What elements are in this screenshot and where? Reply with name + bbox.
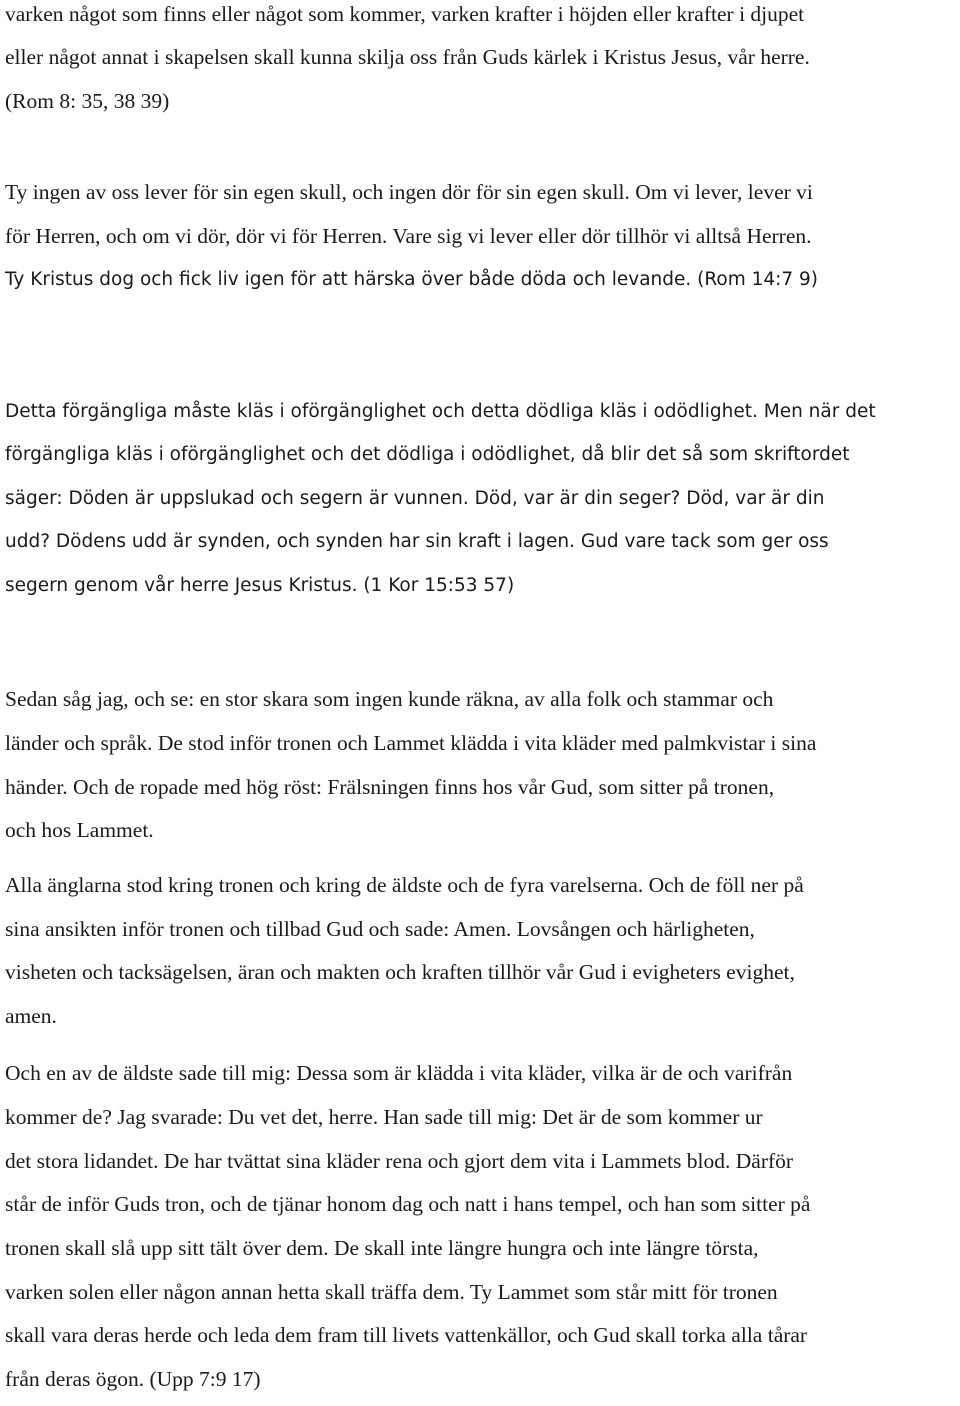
text-line: (Rom 8: 35, 38 39) [5, 89, 170, 113]
text-line: säger: Döden är uppslukad och segern är vunnen. Död, var är din seger? Död, var är din [5, 488, 825, 509]
text-line: segern genom vår herre Jesus Kristus. (1 Kor 15:53 57) [5, 575, 515, 596]
text-line: för Herren, och om vi dör, dör vi för Herren. Vare sig vi lever eller dör tillhör vi alltså Herren. [5, 224, 812, 248]
text-line: udd? Dödens udd är synden, och synden har sin kraft i lagen. Gud vare tack som ger oss [5, 531, 829, 552]
text-line: varken solen eller någon annan hetta skall träffa dem. Ty Lammet som står mitt för tronen [5, 1280, 778, 1304]
text-line: Och en av de äldste sade till mig: Dessa som är klädda i vita kläder, vilka är de och varifrån [5, 1061, 793, 1085]
text-line: varken något som finns eller något som kommer, varken krafter i höjden eller krafter i djupet [5, 2, 805, 26]
text-line: skall vara deras herde och leda dem fram till livets vattenkällor, och Gud skall torka alla tårar [5, 1323, 808, 1347]
text-line: det stora lidandet. De har tvättat sina kläder rena och gjort dem vita i Lammets blod. Därför [5, 1149, 794, 1173]
text-line: händer. Och de ropade med hög röst: Frälsningen finns hos vår Gud, som sitter på tronen, [5, 775, 775, 799]
text-line: står de inför Guds tron, och de tjänar honom dag och natt i hans tempel, och han som sitter på [5, 1192, 811, 1216]
text-line: Ty ingen av oss lever för sin egen skull, och ingen dör för sin egen skull. Om vi lever, lever vi [5, 180, 813, 204]
text-line: och hos Lammet. [5, 818, 154, 842]
text-line: från deras ögon. (Upp 7:9 17) [5, 1367, 261, 1391]
text-line: sina ansikten inför tronen och tillbad Gud och sade: Amen. Lovsången och härligheten, [5, 917, 755, 941]
text-line: Ty Kristus dog och fick liv igen för att härska över både döda och levande. (Rom 14:7 9) [5, 269, 819, 290]
text-line: eller något annat i skapelsen skall kunna skilja oss från Guds kärlek i Kristus Jesus, vår herre. [5, 45, 810, 69]
text-line: Detta förgängliga måste kläs i oförgänglighet och detta dödliga kläs i odödlighet. Men när det [5, 401, 876, 422]
text-line: kommer de? Jag svarade: Du vet det, herre. Han sade till mig: Det är de som kommer ur [5, 1105, 763, 1129]
text-line: tronen skall slå upp sitt tält över dem. De skall inte längre hungra och inte längre törsta, [5, 1236, 759, 1260]
text-line: förgängliga kläs i oförgänglighet och det dödliga i odödlighet, då blir det så som skriftordet [5, 444, 850, 465]
text-line: visheten och tacksägelsen, äran och makten och kraften tillhör vår Gud i evigheters evighet, [5, 960, 795, 984]
text-line: Sedan såg jag, och se: en stor skara som ingen kunde räkna, av alla folk och stammar och [5, 687, 774, 711]
text-line: Alla änglarna stod kring tronen och kring de äldste och de fyra varelserna. Och de föll ner på [5, 873, 804, 897]
text-line: länder och språk. De stod inför tronen och Lammet klädda i vita kläder med palmkvistar i sina [5, 731, 817, 755]
text-line: amen. [5, 1004, 57, 1028]
